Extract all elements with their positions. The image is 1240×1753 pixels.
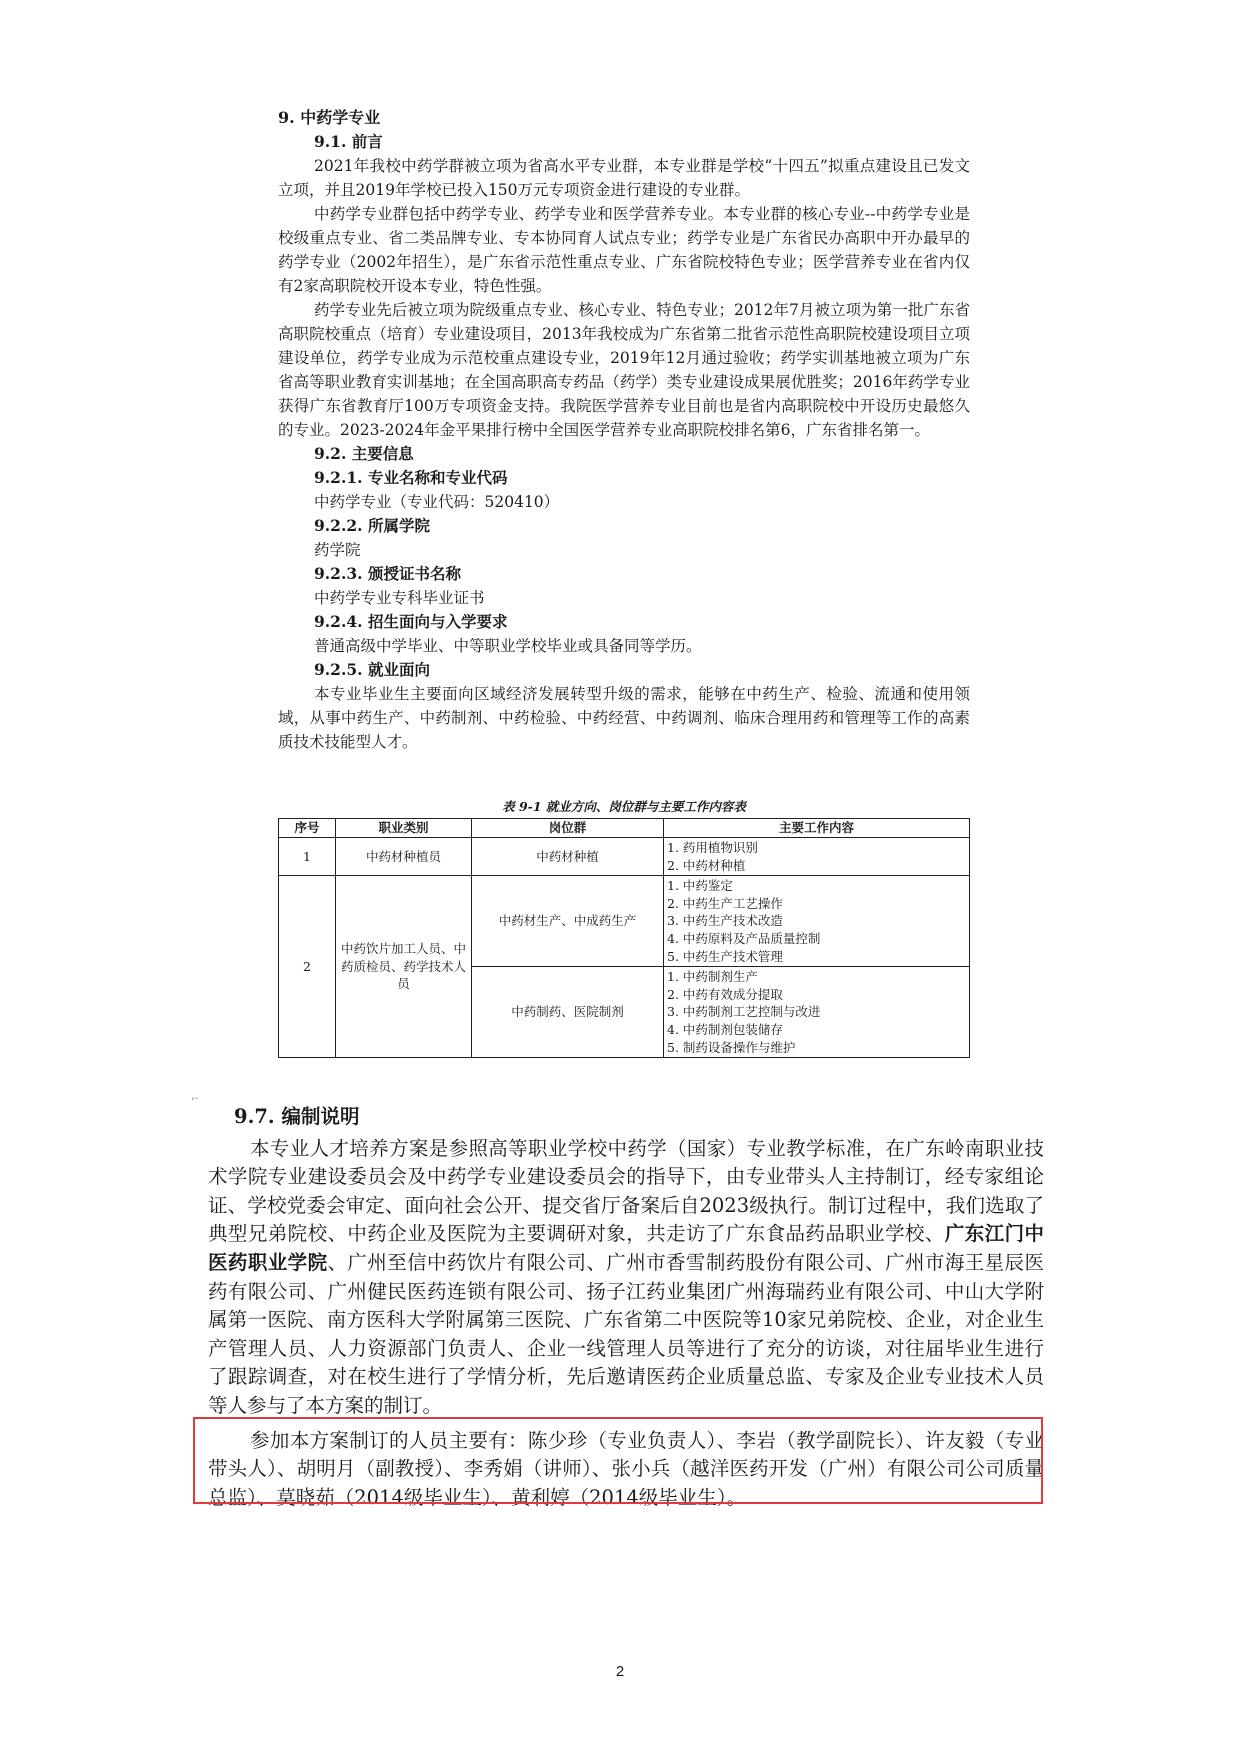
table-row (279, 838, 970, 876)
work-content (664, 876, 970, 967)
column-header: 主要工作内容 (664, 819, 970, 838)
section-9-content (278, 106, 970, 754)
work-item: 2. 中药生产工艺操作 (667, 895, 783, 911)
table-caption: 表 9-1 就业方向、岗位群与主要工作内容表 (502, 799, 746, 814)
work-item: 4. 中药原料及产品质量控制 (667, 930, 821, 946)
table-header-row (279, 819, 970, 838)
paragraph-text: 、广州至信中药饮片有限公司、广州市香雪制药股份有限公司、广州市海王星辰医药有限公司、广州健民医药连锁有限公司、扬子江药业集团广州海瑞药业有限公司、中山大学附属第一医院、南方医科大学附属第三医院、广东省第二中医院等10家兄弟院校、企业，对企业生产管理人员、人力资源部门负责人、企业一线管理人员等进行了充分的访谈，对往届毕业生进行了跟踪调查，对在校生进行了学情分析，先后邀请医药企业质量总监、专家及企业专业技术人员等人参与了本方案的制订。 (208, 1250, 1044, 1417)
work-item: 3. 中药生产技术改造 (667, 913, 783, 929)
work-item: 1. 药用植物识别 (667, 840, 758, 855)
heading-9-1: 9.1. 前言 (314, 132, 383, 151)
work-content (664, 838, 970, 876)
table-row (279, 876, 970, 967)
paragraph: 中药学专业群包括中药学专业、药学专业和医学营养专业。本专业群的核心专业--中药学专业是校级重点专业、省二类品牌专业、专本协同育人试点专业；药学专业是广东省民办高职中开办最早的药学专业（2002年招生），是广东省示范性重点专业、广东省院校特色专业；医学营养专业在省内仅有2家高职院校开设本专业，特色性强。 (278, 205, 970, 295)
heading-9-2-2: 9.2.2. 所属学院 (314, 516, 430, 535)
participants-paragraph: 参加本方案制订的人员主要有：陈少珍（专业负责人）、李岩（教学副院长）、许友毅（专业带头人）、胡明月（副教授）、李秀娟（讲师）、张小兵（越洋医药开发（广州）有限公司公司质量总监）、莫晓茹（2014级毕业生）、黄利婷（2014级毕业生）。 (208, 1428, 1044, 1509)
college-name: 药学院 (314, 541, 361, 559)
work-item: 2. 中药材种植 (667, 857, 746, 873)
job-category: 中药饮片加工人员、中药质检员、药学技术人员 (336, 876, 472, 1058)
job-category: 中药材种植员 (336, 838, 472, 876)
paragraph: 2021年我校中药学群被立项为省高水平专业群，本专业群是学校“十四五”拟重点建设且已发文立项，并且2019年学校已投入150万元专项资金进行建设的专业群。 (278, 157, 970, 199)
page-number: 2 (615, 1663, 625, 1680)
heading-9-2-1: 9.2.1. 专业名称和专业代码 (314, 468, 508, 487)
column-header: 序号 (279, 819, 336, 838)
paragraph: 本专业毕业生主要面向区域经济发展转型升级的需求，能够在中药生产、检验、流通和使用领域，从事中药生产、中药制剂、中药检验、中药经营、中药调剂、临床合理用药和管理等工作的高素质技术技能型人才。 (278, 685, 970, 751)
paragraph-text: 本专业人才培养方案是参照高等职业学校中药学（国家）专业教学标准，在广东岭南职业技术学院专业建设委员会及中药学专业建设委员会的指导下，由专业带头人主持制订，经专家组论证、学校党委会审定、面向社会公开、提交省厅备案后自2023级执行。制订过程中，我们选取了典型兄弟院校、中药企业及医院为主要调研对象，共走访了广东食品药品职业学校、 (208, 1136, 1044, 1246)
highlight-box (193, 1417, 1043, 1504)
major-name-code: 中药学专业（专业代码：520410） (314, 493, 560, 511)
work-item: 3. 中药制剂工艺控制与改进 (667, 1004, 821, 1020)
heading-9-2-4: 9.2.4. 招生面向与入学要求 (314, 612, 508, 631)
work-item: 1. 中药鉴定 (667, 878, 733, 894)
column-header: 岗位群 (472, 819, 664, 838)
post-group: 中药材种植 (472, 838, 664, 876)
heading-9-7: 9.7. 编制说明 (234, 1105, 360, 1128)
certificate-name: 中药学专业专科毕业证书 (314, 589, 485, 607)
section-title: 9. 中药学专业 (278, 108, 381, 127)
work-item: 4. 中药制剂包装储存 (667, 1021, 783, 1037)
employment-table (278, 818, 970, 1058)
column-header: 职业类别 (336, 819, 472, 838)
row-number: 2 (279, 876, 336, 1058)
bold-college-name: 广东江门中医药职业学院 (208, 1222, 1044, 1274)
work-item: 5. 制药设备操作与维护 (667, 1039, 796, 1055)
work-item: 2. 中药有效成分提取 (667, 986, 783, 1002)
paragraph: 药学专业先后被立项为院级重点专业、核心专业、特色专业；2012年7月被立项为第一批广东省高职院校重点（培育）专业建设项目，2013年我校成为广东省第二批省示范性高职院校建设项目立项建设单位，药学专业成为示范校重点建设专业，2019年12月通过验收；药学实训基地被立项为广东省高等职业教育实训基地；在全国高职高专药品（药学）类专业建设成果展优胜奖；2016年药学专业获得广东省教育厅100万专项资金支持。我院医学营养专业目前也是省内高职院校中开设历史最悠久的专业。2023-2024年金平果排行榜中全国医学营养专业高职院校排名第6，广东省排名第一。 (278, 301, 970, 439)
post-group: 中药制药、医院制剂 (472, 967, 664, 1058)
row-number: 1 (279, 838, 336, 876)
heading-9-2-5: 9.2.5. 就业面向 (314, 660, 430, 679)
post-group: 中药材生产、中成药生产 (472, 876, 664, 967)
work-item: 1. 中药制剂生产 (667, 969, 758, 985)
work-item: 5. 中药生产技术管理 (667, 948, 783, 964)
work-content (664, 967, 970, 1058)
heading-9-2: 9.2. 主要信息 (314, 444, 414, 463)
paragraph-marker-icon: ⌐ (191, 1094, 200, 1105)
admission-requirement: 普通高级中学毕业、中等职业学校毕业或具备同等学历。 (314, 637, 702, 655)
heading-9-2-3: 9.2.3. 颁授证书名称 (314, 564, 461, 583)
paragraph (208, 1135, 1044, 1421)
